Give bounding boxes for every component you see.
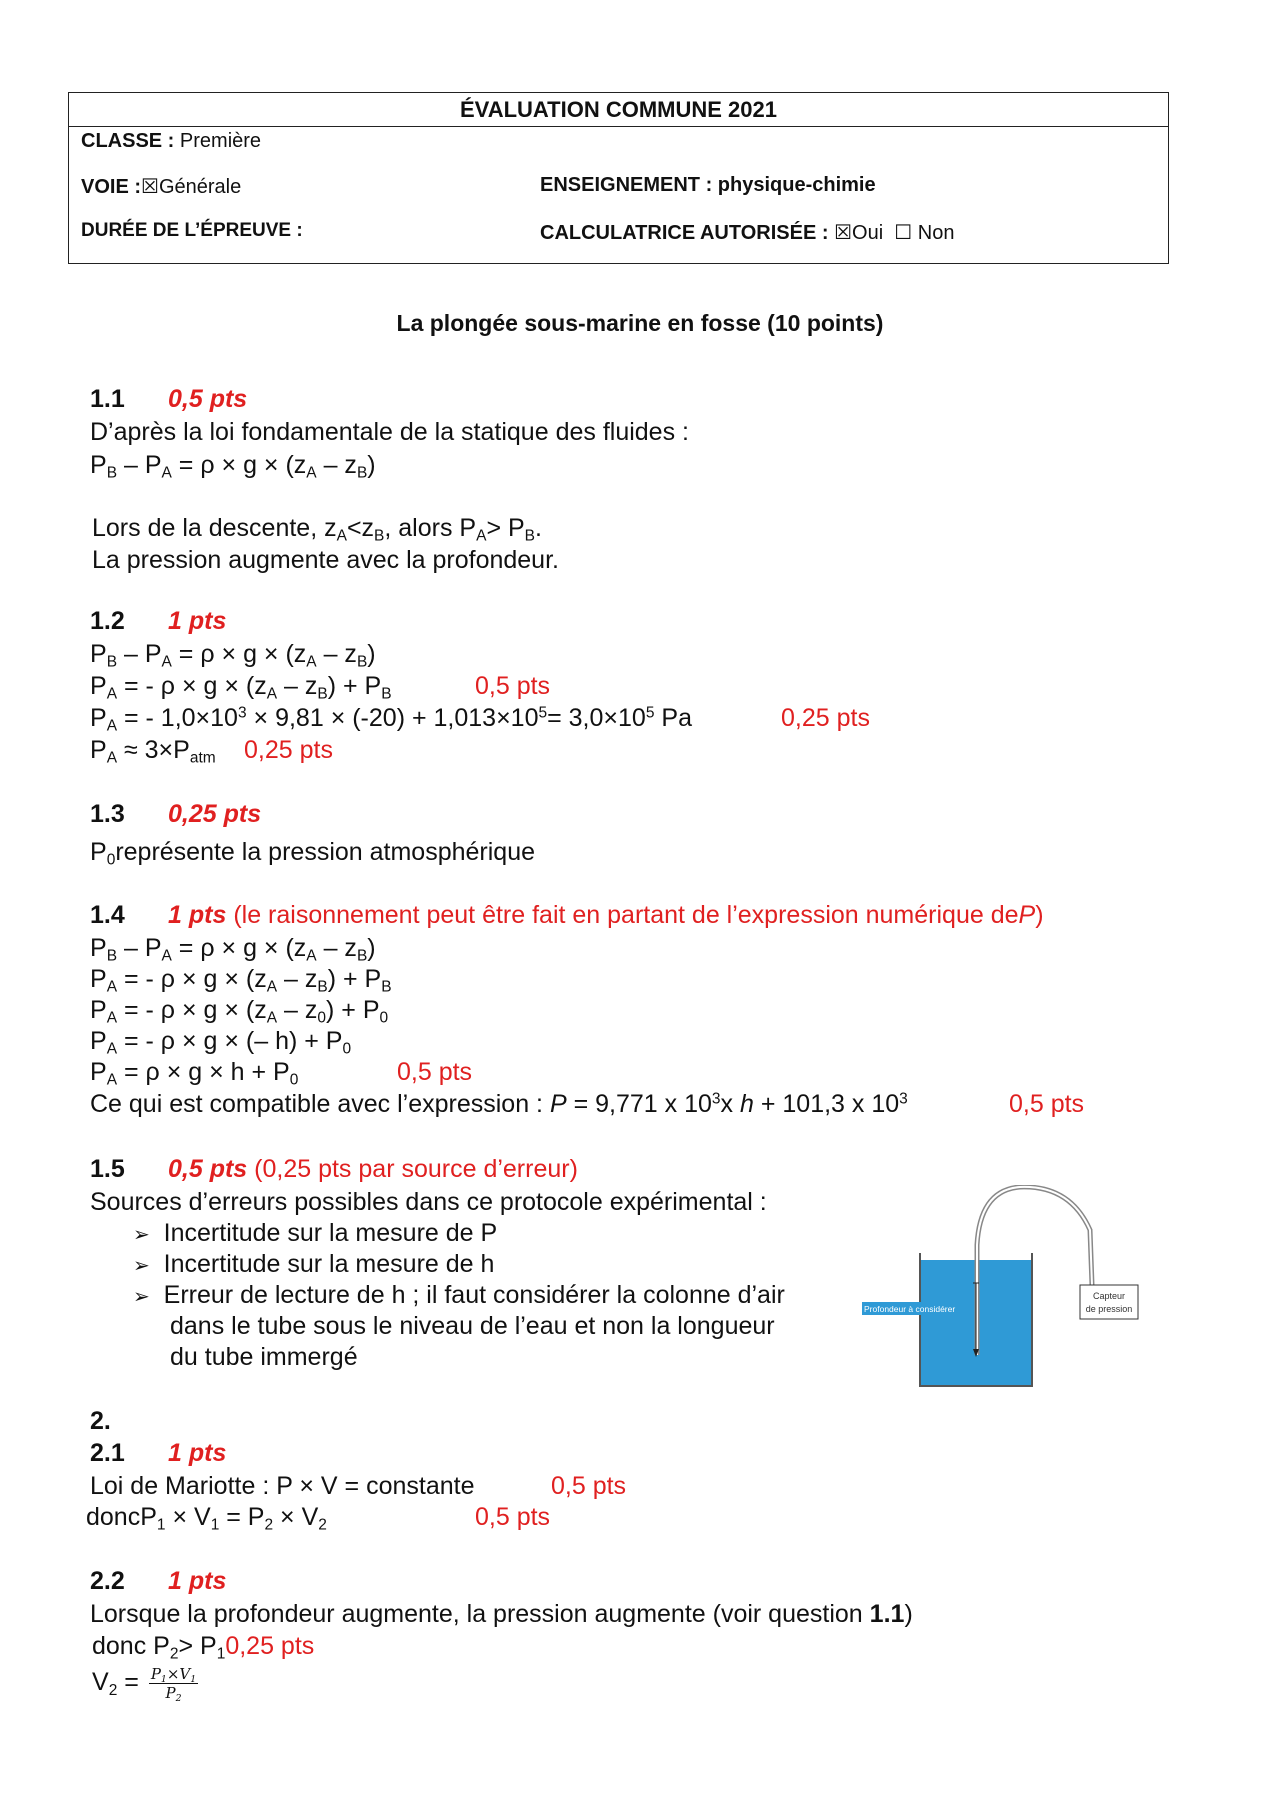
- q1-2-pts3: 0,25 pts: [244, 736, 333, 764]
- q1-5-bullet-3-cont1: dans le tube sous le niveau de l’eau et non la longueur: [170, 1312, 775, 1340]
- q2-num: 2.: [90, 1407, 111, 1435]
- enseignement: ENSEIGNEMENT : physique-chimie: [540, 174, 876, 196]
- q1-3-text: représente la pression atmosphérique: [115, 838, 536, 866]
- q1-2-formula4: $P_A \approx 3\times P_{atm}$: [90, 736, 216, 767]
- depth-label: Profondeur à considérer: [864, 1304, 956, 1314]
- q2-2-pts1: 0,25 pts: [225, 1632, 315, 1660]
- q2-1-line2: doncP$_1$ × $V_1 = P_2 \times V_2$: [86, 1503, 327, 1534]
- q1-1-line1: D’après la loi fondamentale de la statique des fluides :: [90, 418, 689, 446]
- q2-2-pts: 1 pts: [168, 1567, 227, 1595]
- q1-4-formula3: $P_A$ = - $\rho \times g \times (z_A - z_0) + P_0$: [90, 996, 389, 1027]
- q1-1-formula: $P_B - P_A = \rho \times g \times (z_A - z_B)$: [90, 451, 376, 482]
- q1-1-line2: Lors de la descente, $z_A<z_B$, alors $P_A> P_B$.: [92, 514, 542, 545]
- q1-5-note: (0,25 pts par source d’erreur): [254, 1155, 578, 1183]
- header-title: ÉVALUATION COMMUNE 2021: [69, 93, 1168, 127]
- q1-5-bullet-3-cont2: du tube immergé: [170, 1343, 358, 1371]
- q1-4-formula5: $P_A = \rho \times g \times h + P_0$: [90, 1058, 299, 1089]
- q1-5-bullet-2: ➢ Incertitude sur la mesure de h: [133, 1250, 495, 1278]
- q1-5-bullet-1: ➢ Incertitude sur la mesure de P: [133, 1219, 498, 1247]
- q1-5-num: 1.5: [90, 1155, 125, 1183]
- voie-line: [81, 174, 241, 199]
- duree-label: DURÉE DE L’ÉPREUVE :: [81, 220, 303, 241]
- q1-4-pts1: 0,5 pts: [397, 1058, 473, 1086]
- q1-4-note-var: P: [1018, 901, 1036, 929]
- q1-4-note: (le raisonnement peut être fait en partant de l’expression numérique de: [233, 901, 1019, 929]
- q1-1-line3: La pression augmente avec la profondeur.: [92, 546, 559, 574]
- q1-4-note-end: ): [1035, 901, 1044, 929]
- sensor-label-2: de pression: [1085, 1304, 1133, 1314]
- q1-2-pts1: 0,5 pts: [475, 672, 551, 700]
- q1-4-formula4: $P_A$ = - ρ × g × (– $h) + P_0$: [90, 1027, 352, 1058]
- q1-3-pts: 0,25 pts: [168, 800, 262, 828]
- q2-2-line2: donc $P_2> P_10,25$ pts: [92, 1632, 315, 1663]
- arrow-bullet-icon: ➢: [133, 1255, 150, 1277]
- classe-line: [81, 130, 261, 153]
- calc-no: ☐ Non: [894, 222, 955, 244]
- q1-3-heading: [90, 800, 262, 829]
- q1-5-intro: Sources d’erreurs possibles dans ce protocole expérimental :: [90, 1188, 767, 1216]
- q2-1-num: 2.1: [90, 1439, 125, 1467]
- q1-2-formula3: $P_A$ = - $1,0\times 10^3 \times 9,81 \times (-20) + 1,013\times 10^5= 3,0\times 10^5$ Pa: [90, 704, 692, 735]
- q2-1-pts2: 0,5 pts: [475, 1503, 551, 1531]
- classe-label: CLASSE :: [81, 130, 175, 152]
- q1-4-pts: 1 pts: [168, 901, 227, 929]
- q1-2-pts2: 0,25 pts: [781, 704, 870, 732]
- q1-2-num: 1.2: [90, 607, 125, 635]
- q1-2-pts: 1 pts: [168, 607, 227, 635]
- calc-label: CALCULATRICE AUTORISÉE :: [540, 222, 829, 244]
- q2-1-pts: 1 pts: [168, 1439, 227, 1467]
- q1-4-pts2: 0,5 pts: [1009, 1090, 1085, 1118]
- pressure-setup-figure: [860, 1185, 1160, 1400]
- q1-1-pts: 0,5 pts: [168, 385, 248, 413]
- q1-3-line1: $P_0représente$ la pression atmosphérique: [90, 838, 536, 869]
- q2-2-formula: $V_2$ = $\frac{P_1\times V_1}{P_2}$: [92, 1665, 197, 1704]
- doc-title: La plongée sous-marine en fosse (10 points): [396, 310, 884, 336]
- q1-4-compat: Ce qui est compatible avec l’expression :: [90, 1090, 544, 1118]
- q1-2-heading: [90, 607, 227, 636]
- voie-label: VOIE :: [81, 176, 142, 198]
- q2-2-heading: [90, 1567, 227, 1596]
- q1-4-compat-line: Ce qui est compatible avec l’expression : P = 9,771 x $10^3x$ h + 101,3 x $10^3$: [90, 1090, 908, 1118]
- q1-4-formula1: $P_B - P_A = \rho \times g \times (z_A - z_B)$: [90, 934, 376, 965]
- q2-2-ref: 1.1: [869, 1600, 905, 1628]
- q1-5-bullet-3: ➢ Erreur de lecture de h ; il faut considérer la colonne d’air: [133, 1281, 785, 1309]
- q1-4-num: 1.4: [90, 901, 125, 929]
- q1-1-heading: [90, 385, 248, 414]
- sensor-label-1: Capteur: [1092, 1291, 1126, 1301]
- q1-5-heading: [90, 1155, 578, 1184]
- arrow-bullet-icon: ➢: [133, 1224, 150, 1246]
- q2-2-line1: Lorsque la profondeur augmente, la pression augmente (voir question 1.1): [90, 1600, 913, 1628]
- q1-4-heading: [90, 901, 1044, 930]
- calc-yes: ☒Oui: [834, 222, 884, 244]
- fraction: $\frac{P_1\times V_1}{P_2}$: [150, 1665, 197, 1704]
- classe-value: Première: [179, 130, 262, 152]
- q1-4-pts-line: [168, 901, 1044, 930]
- q1-5-pts-line: [168, 1155, 578, 1184]
- q1-5-pts: 0,5 pts: [168, 1155, 248, 1183]
- q2-1-heading: [90, 1439, 227, 1468]
- q2-2-num: 2.2: [90, 1567, 125, 1595]
- q1-2-formula1: $P_B - P_A = \rho \times g \times (z_A - z_B)$: [90, 640, 376, 671]
- voie-value: ☒Générale: [141, 176, 242, 198]
- q1-3-num: 1.3: [90, 800, 125, 828]
- header-box: [68, 92, 1169, 264]
- arrow-bullet-icon: ➢: [133, 1286, 150, 1308]
- q1-1-num: 1.1: [90, 385, 125, 413]
- q1-4-formula2: $P_A$ = - $\rho \times g \times (z_A - z_B) + P_B$: [90, 965, 392, 996]
- calc-line: [540, 220, 954, 245]
- q1-2-formula2: $P_A$ = - $\rho \times g \times (z_A - z_B) + P_B$: [90, 672, 392, 703]
- q2-1-pts1: 0,5 pts: [551, 1472, 627, 1500]
- q2-1-line1: Loi de Mariotte : P × V = constante: [90, 1472, 475, 1500]
